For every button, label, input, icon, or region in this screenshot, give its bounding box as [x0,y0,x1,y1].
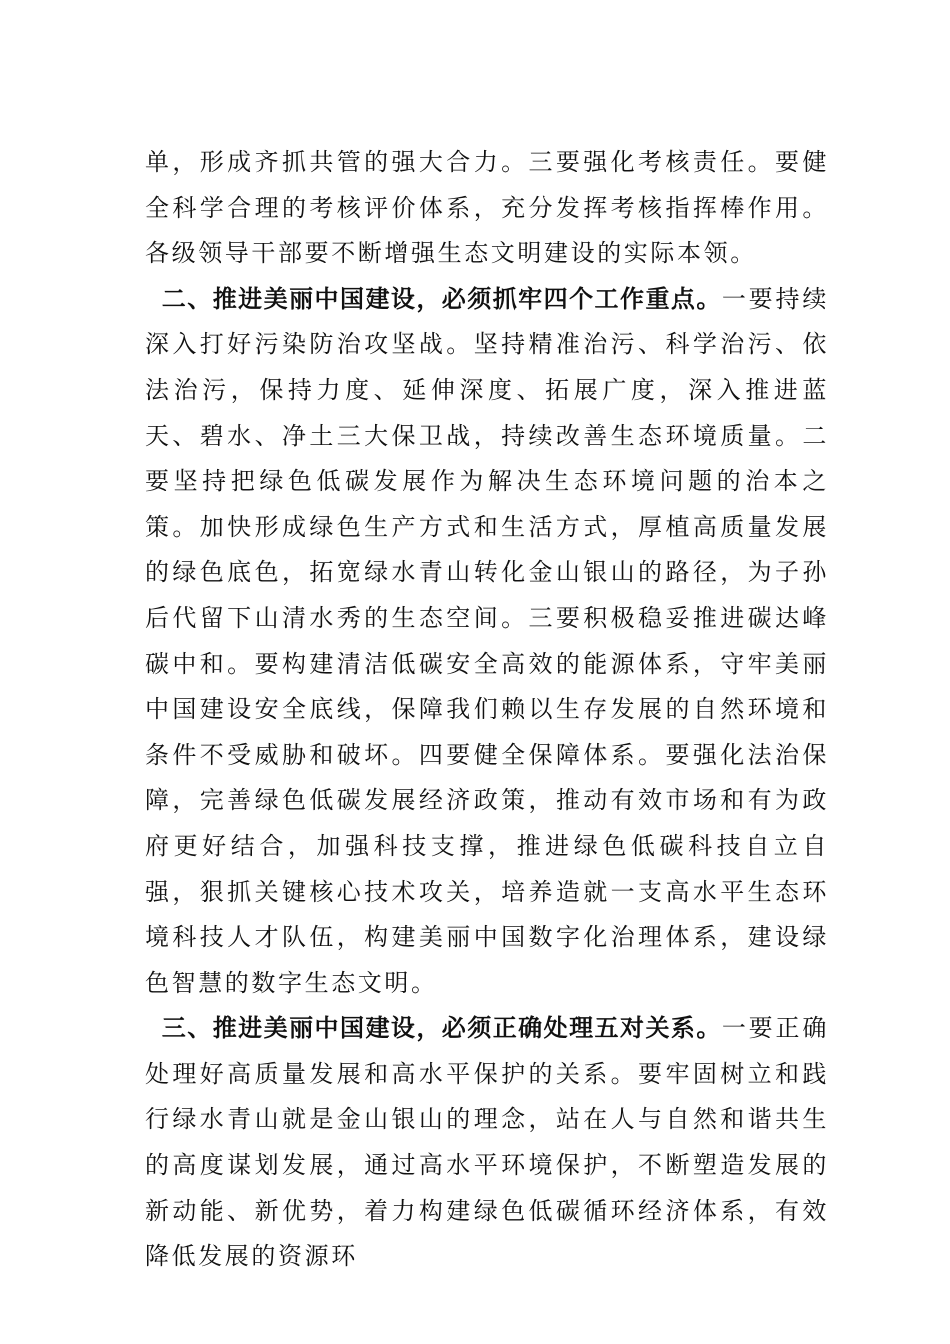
paragraph-2 [145,277,829,1007]
paragraph-2-body: 一要持续深入打好污染防治攻坚战。坚持精准治污、科学治污、依法治污，保持力度、延伸深度、拓展广度，深入推进蓝天、碧水、净土三大保卫战，持续改善生态环境质量。二要坚持把绿色低碳发展作为解决生态环境问题的治本之策。加快形成绿色生产方式和生活方式，厚植高质量发展的绿色底色，拓宽绿水青山转化金山银山的路径，为子孙后代留下山清水秀的生态空间。三要积极稳妥推进碳达峰碳中和。要构建清洁低碳安全高效的能源体系，守牢美丽中国建设安全底线，保障我们赖以生存发展的自然环境和条件不受威胁和破坏。四要健全保障体系。要强化法治保障，完善绿色低碳发展经济政策，推动有效市场和有为政府更好结合，加强科技支撑，推进绿色低碳科技自立自强，狠抓关键核心技术攻关，培养造就一支高水平生态环境科技人才队伍，构建美丽中国数字化治理体系，建设绿色智慧的数字生态文明。 [145,284,829,997]
paragraph-1 [145,140,829,277]
paragraph-2-heading: 二、推进美丽中国建设，必须抓牢四个工作重点。 [161,284,722,313]
paragraph-3-body: 一要正确处理好高质量发展和高水平保护的关系。要牢固树立和践行绿水青山就是金山银山的理念，站在人与自然和谐共生的高度谋划发展，通过高水平环境保护，不断塑造发展的新动能、新优势，着力构建绿色低碳循环经济体系，有效降低发展的资源环 [145,1014,829,1271]
paragraph-3 [145,1006,829,1280]
paragraph-1-body: 单，形成齐抓共管的强大合力。三要强化考核责任。要健全科学合理的考核评价体系，充分发挥考核指挥棒作用。各级领导干部要不断增强生态文明建设的实际本领。 [145,148,829,268]
paragraph-3-heading: 三、推进美丽中国建设，必须正确处理五对关系。 [161,1014,722,1043]
document-body [145,140,829,1280]
